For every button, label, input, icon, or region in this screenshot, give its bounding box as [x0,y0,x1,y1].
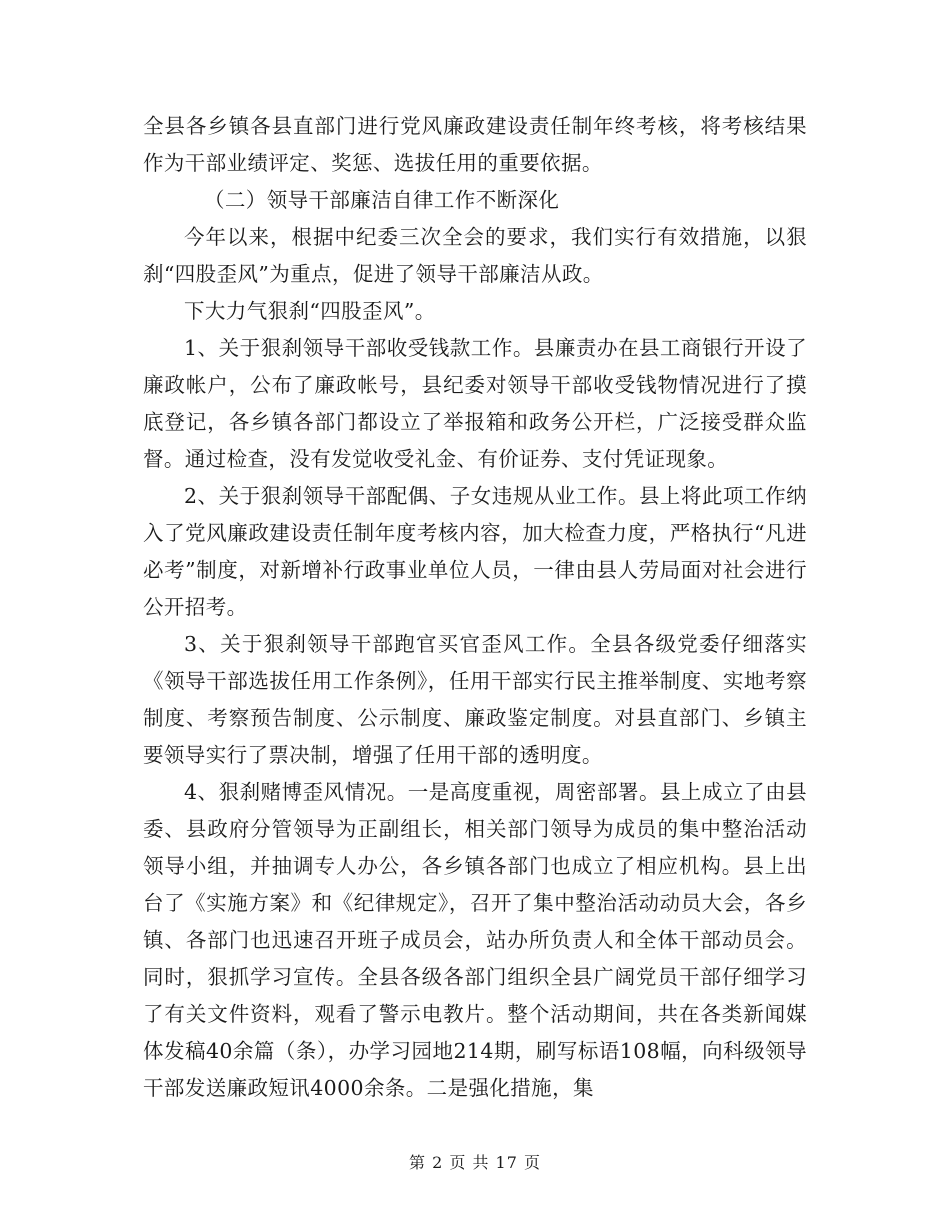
paragraph-item-2: 2、关于狠刹领导干部配偶、子女违规从业工作。县上将此项工作纳入了党风廉政建设责任制年度考核内容，加大检查力度，严格执行“凡进必考”制度，对新增补行政事业单位人员，一律由县人劳局面对社会进行公开招考。 [143,484,807,619]
paragraph-item-1: 1、关于狠刹领导干部收受钱款工作。县廉责办在县工商银行开设了廉政帐户，公布了廉政帐号，县纪委对领导干部收受钱物情况进行了摸底登记，各乡镇各部门都设立了举报箱和政务公开栏，广泛接受群众监督。通过检查，没有发觉收受礼金、有价证券、支付凭证现象。 [143,336,807,471]
page-number-footer: 第 2 页 共 17 页 [409,1153,541,1172]
paragraph-continuation: 全县各乡镇各县直部门进行党风廉政建设责任制年终考核，将考核结果作为干部业绩评定、奖惩、选拔任用的重要依据。 [143,114,807,175]
paragraph-subheading: 下大力气狠刹“四股歪风”。 [184,299,436,323]
document-body [143,108,807,1107]
paragraph-intro: 今年以来，根据中纪委三次全会的要求，我们实行有效措施，以狠刹“四股歪风”为重点，促进了领导干部廉洁从政。 [143,225,807,286]
paragraph-item-4: 4、狠刹赌博歪风情况。一是高度重视，周密部署。县上成立了由县委、县政府分管领导为正副组长，相关部门领导为成员的集中整治活动领导小组，并抽调专人办公，各乡镇各部门也成立了相应机构。县上出台了《实施方案》和《纪律规定》，召开了集中整治活动动员大会，各乡镇、各部门也迅速召开班子成员会，站办所负责人和全体干部动员会。同时，狠抓学习宣传。全县各级各部门组织全县广阔党员干部仔细学习了有关文件资料，观看了警示电教片。整个活动期间，共在各类新闻媒体发稿40余篇（条），办学习园地214期，刷写标语108幅，向科级领导干部发送廉政短讯4000余条。二是强化措施，集 [143,780,807,1100]
paragraph-item-3: 3、关于狠刹领导干部跑官买官歪风工作。全县各级党委仔细落实《领导干部选拔任用工作条例》，任用干部实行民主推举制度、实地考察制度、考察预告制度、公示制度、廉政鉴定制度。对县直部门、乡镇主要领导实行了票决制，增强了任用干部的透明度。 [143,632,807,767]
section-heading: （二）领导干部廉洁自律工作不断深化 [204,188,560,212]
